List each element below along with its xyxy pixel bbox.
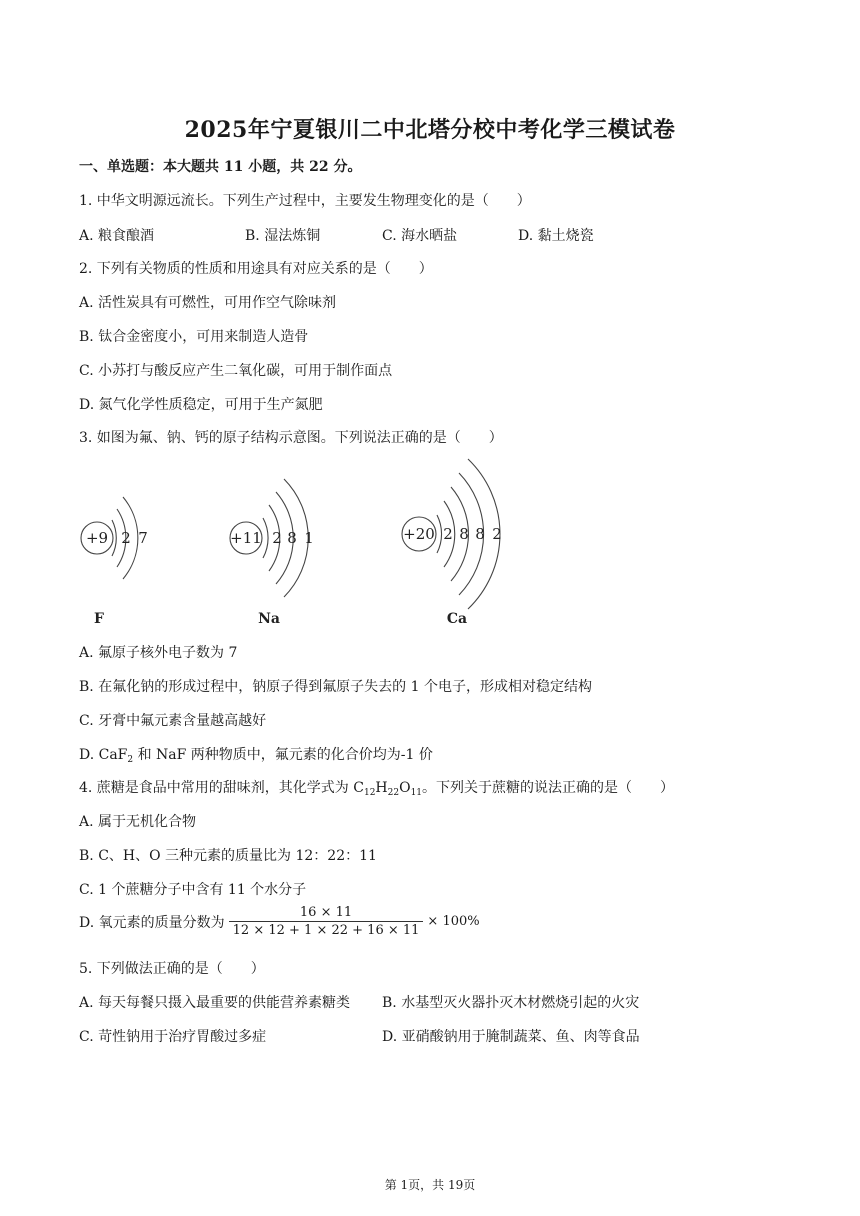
q5-option-a: A. 每天每餐只摄入最重要的供能营养素糖类 [79, 995, 351, 1011]
fluorine-shell-1: 2 [121, 529, 131, 547]
q2-option-a: A. 活性炭具有可燃性，可用作空气除味剂 [79, 295, 337, 311]
page-title: 2025年宁夏银川二中北塔分校中考化学三模试卷 [184, 117, 676, 143]
calcium-shell-2: 8 [459, 525, 469, 543]
q1-option-b: B. 湿法炼铜 [245, 228, 321, 244]
atomic-structure-diagram [70, 455, 530, 633]
q3-option-c: C. 牙膏中氟元素含量越高越好 [79, 713, 267, 729]
question-2-stem: 2. 下列有关物质的性质和用途具有对应关系的是（ ） [79, 261, 433, 277]
sodium-nucleus-charge: +11 [230, 529, 262, 547]
q5-option-c: C. 苛性钠用于治疗胃酸过多症 [79, 1029, 267, 1045]
mass-fraction-formula: $\frac{16 \times 11}{12 \times 12 + 1 \times 22 + 16 \times 11}$ [229, 905, 424, 938]
calcium-shell-4: 2 [492, 525, 502, 543]
q3-option-b: B. 在氟化钠的形成过程中，钠原子得到氟原子失去的 1 个电子，形成相对稳定结构 [79, 679, 592, 695]
fluorine-nucleus-charge: +9 [85, 529, 109, 547]
section-heading: 一、单选题：本大题共 11 小题，共 22 分。 [79, 159, 362, 175]
q4-option-d: D. 氧元素的质量分数为 $\frac{16 \times 11}{12 \times 12 + 1 \times 22 + 16 \times 11}$ × 100% [79, 905, 480, 938]
q5-option-d: D. 亚硝酸钠用于腌制蔬菜、鱼、肉等食品 [382, 1029, 640, 1045]
fluorine-shell-2: 7 [138, 529, 148, 547]
sodium-symbol: Na [258, 611, 280, 627]
page-footer: 第 1页，共 19页 [384, 1178, 476, 1192]
calcium-shell-3: 8 [475, 525, 485, 543]
fluorine-symbol: F [94, 611, 104, 627]
q1-option-c: C. 海水晒盐 [382, 228, 458, 244]
calcium-nucleus-charge: +20 [403, 525, 435, 543]
question-1-stem: 1. 中华文明源远流长。下列生产过程中，主要发生物理变化的是（ ） [79, 193, 531, 209]
sodium-shell-1: 2 [272, 529, 282, 547]
q1-option-a: A. 粮食酿酒 [79, 228, 155, 244]
sodium-shell-3: 1 [304, 529, 314, 547]
q3-option-d: D. CaF$_2$ 和 NaF 两种物质中，氟元素的化合价均为-1 价 [79, 747, 433, 765]
q4-option-b: B. C、H、O 三种元素的质量比为 12：22：11 [79, 848, 377, 864]
question-3-stem: 3. 如图为氟、钠、钙的原子结构示意图。下列说法正确的是（ ） [79, 430, 503, 446]
sodium-shell-2: 8 [287, 529, 297, 547]
q2-option-d: D. 氮气化学性质稳定，可用于生产氮肥 [79, 397, 323, 413]
q1-option-d: D. 黏土烧瓷 [518, 228, 594, 244]
q3-option-a: A. 氟原子核外电子数为 7 [79, 645, 238, 661]
q4-option-a: A. 属于无机化合物 [79, 814, 197, 830]
question-4-stem: 4. 蔗糖是食品中常用的甜味剂，其化学式为 $C_{12}H_{22}O_{11}$。下列关于蔗糖的说法正确的是（ ） [79, 780, 675, 798]
q2-option-c: C. 小苏打与酸反应产生二氧化碳，可用于制作面点 [79, 363, 393, 379]
question-5-stem: 5. 下列做法正确的是（ ） [79, 961, 265, 977]
calcium-symbol: Ca [446, 611, 468, 627]
calcium-shell-1: 2 [443, 525, 453, 543]
q4-option-c: C. 1 个蔗糖分子中含有 11 个水分子 [79, 882, 307, 898]
q5-option-b: B. 水基型灭火器扑灭木材燃烧引起的火灾 [382, 995, 640, 1011]
q2-option-b: B. 钛合金密度小，可用来制造人造骨 [79, 329, 309, 345]
